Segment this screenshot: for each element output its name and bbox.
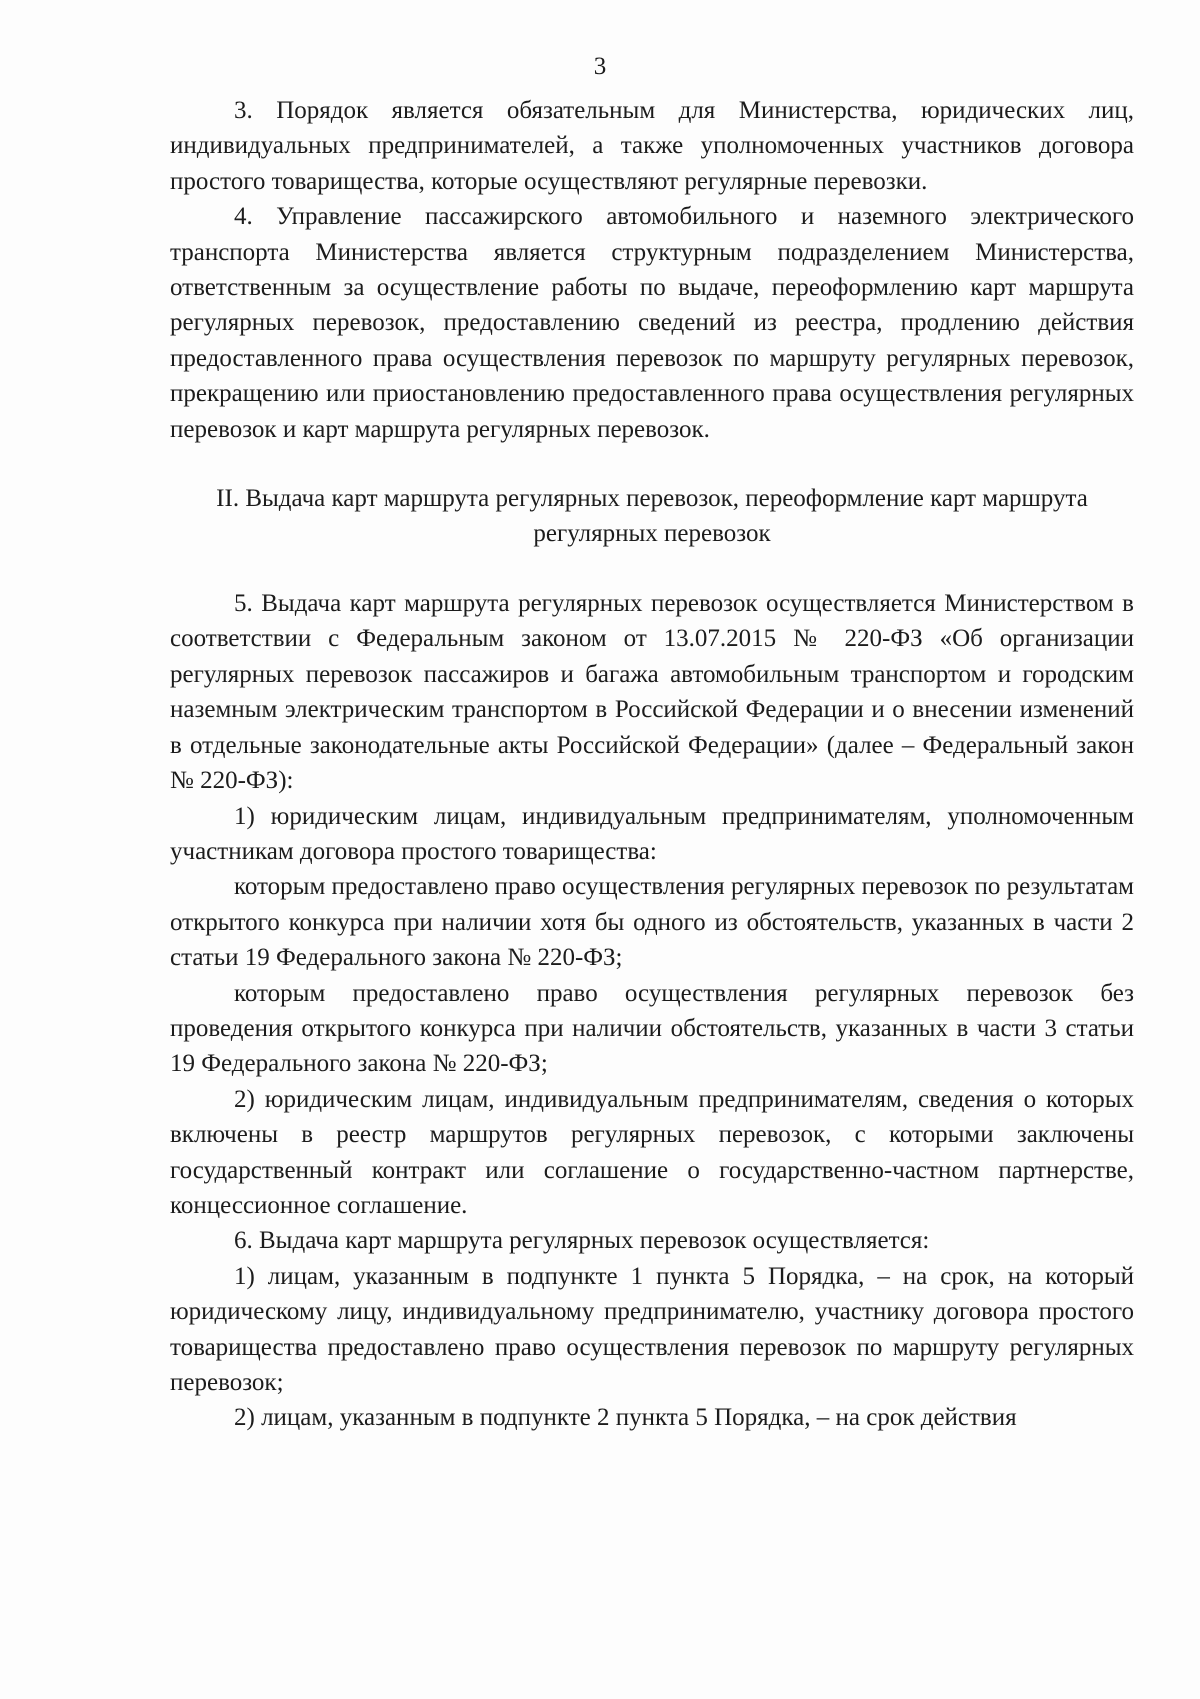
- paragraph-6: 6. Выдача карт маршрута регулярных перевозок осуществляется:: [234, 1227, 930, 1255]
- subparagraph-6-1: 1) лицам, указанным в подпункте 1 пункта 5 Порядка, – на срок, на который юридическому лицу, индивидуальному предпринимателю, участнику договора простого товарищества предоставлено право осуществления перевозок по маршруту регулярных перевозок;: [170, 1262, 1134, 1396]
- subparagraph-5-1-a: которым предоставлено право осуществления регулярных перевозок по результатам открытого конкурса при наличии хотя бы одного из обстоятельств, указанных в части 2 статьи 19 Федерального закона № 220-ФЗ;: [170, 873, 1134, 972]
- subparagraph-6-2: 2) лицам, указанным в подпункте 2 пункта 5 Порядка, – на срок действия: [234, 1404, 1017, 1432]
- page-number: 3: [593, 53, 607, 80]
- subparagraph-5-2: 2) юридическим лицам, индивидуальным предпринимателям, сведения о которых включены в реестр маршрутов регулярных перевозок, с которыми заключены государственный контракт или соглашение о государственно-частном партнерстве, концессионное соглашение.: [170, 1085, 1134, 1219]
- paragraph-4: 4. Управление пассажирского автомобильного и наземного электрического транспорта Министерства является структурным подразделением Министерства, ответственным за осуществление работы по выдаче, переоформлению карт маршрута регулярных перевозок, предоставлению сведений из реестра, продлению действия предоставленного права осуществления перевозок по маршруту регулярных перевозок, прекращению или приостановлению предоставленного права осуществления регулярных перевозок и карт маршрута регулярных перевозок.: [170, 203, 1134, 443]
- subparagraph-5-1-b: которым предоставлено право осуществления регулярных перевозок без проведения открытого конкурса при наличии обстоятельств, указанных в части 3 статьи 19 Федерального закона № 220-ФЗ;: [170, 979, 1134, 1078]
- document-body: [170, 93, 1134, 1436]
- paragraph-5: 5. Выдача карт маршрута регулярных перевозок осуществляется Министерством в соответствии с Федеральным законом от 13.07.2015 № 220-ФЗ «Об организации регулярных перевозок пассажиров и багажа автомобильным транспортом и городским наземным электрическим транспортом в Российской Федерации и о внесении изменений в отдельные законодательные акты Российской Федерации» (далее – Федеральный закон № 220-ФЗ):: [170, 590, 1134, 795]
- subparagraph-5-1: 1) юридическим лицам, индивидуальным предпринимателям, уполномоченным участникам договора простого товарищества:: [170, 802, 1134, 865]
- paragraph-3: 3. Порядок является обязательным для Министерства, юридических лиц, индивидуальных предпринимателей, а также уполномоченных участников договора простого товарищества, которые осуществляют регулярные перевозки.: [170, 97, 1134, 195]
- section-heading: II. Выдача карт маршрута регулярных перевозок, переоформление карт маршрута регулярных перевозок: [216, 485, 1088, 548]
